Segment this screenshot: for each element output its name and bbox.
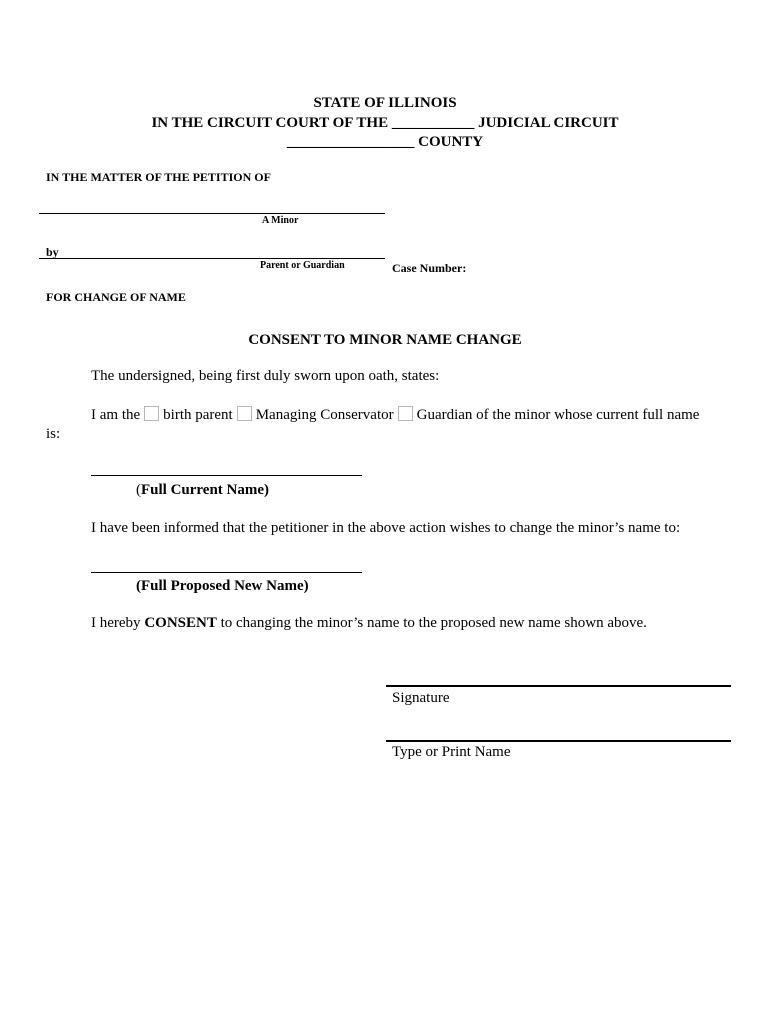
court-heading — [0, 115, 770, 132]
consent-suffix: to changing the minor’s name to the proposed new name shown above. — [220, 615, 647, 631]
guardian-checkbox[interactable] — [398, 406, 413, 421]
consent-statement — [91, 615, 647, 632]
parent-label: Parent or Guardian — [260, 260, 345, 271]
consent-prefix: I hereby — [91, 615, 141, 631]
current-name-label: Full Current Name) — [141, 482, 270, 498]
case-number-label: Case Number: — [392, 261, 467, 275]
managing-conservator-label: Managing Conservator — [255, 407, 394, 423]
consent-word: CONSENT — [144, 615, 217, 631]
guardian-label: Guardian of the minor whose current full name — [416, 407, 700, 423]
i-am-the-text: I am the — [91, 407, 141, 423]
signature-line[interactable] — [386, 685, 731, 687]
print-name-label: Type or Print Name — [392, 744, 511, 760]
minor-name-line[interactable] — [39, 213, 385, 214]
county-label: COUNTY — [418, 134, 484, 150]
proposed-name-label: (Full Proposed New Name) — [136, 578, 309, 594]
court-prefix: IN THE CIRCUIT COURT OF THE — [151, 115, 389, 131]
court-suffix: JUDICIAL CIRCUIT — [478, 115, 619, 131]
document-title: CONSENT TO MINOR NAME CHANGE — [248, 332, 522, 348]
state-heading: STATE OF ILLINOIS — [313, 95, 457, 111]
birth-parent-checkbox[interactable] — [144, 406, 159, 421]
current-name-line[interactable] — [91, 475, 362, 476]
print-name-line[interactable] — [386, 740, 731, 742]
matter-label: IN THE MATTER OF THE PETITION OF — [46, 170, 271, 184]
is-label: is: — [46, 426, 61, 442]
managing-conservator-checkbox[interactable] — [237, 406, 252, 421]
informed-statement: I have been informed that the petitioner in the above action wishes to change the minor’s name to: — [91, 520, 681, 536]
birth-parent-label: birth parent — [163, 407, 233, 423]
oath-statement: The undersigned, being first duly sworn upon oath, states: — [91, 368, 440, 384]
circuit-blank[interactable]: ___________ — [391, 115, 475, 131]
current-name-caption — [136, 482, 269, 499]
by-label: by — [46, 245, 59, 259]
signature-label: Signature — [392, 690, 450, 706]
parent-name-line[interactable] — [39, 258, 385, 259]
relationship-line — [91, 406, 699, 424]
proposed-name-line[interactable] — [91, 572, 362, 573]
minor-label: A Minor — [262, 215, 299, 226]
change-of-name-label: FOR CHANGE OF NAME — [46, 290, 186, 304]
current-name-paren: ( — [136, 482, 141, 498]
county-heading — [0, 134, 770, 151]
county-blank[interactable]: _________________ — [286, 134, 415, 150]
